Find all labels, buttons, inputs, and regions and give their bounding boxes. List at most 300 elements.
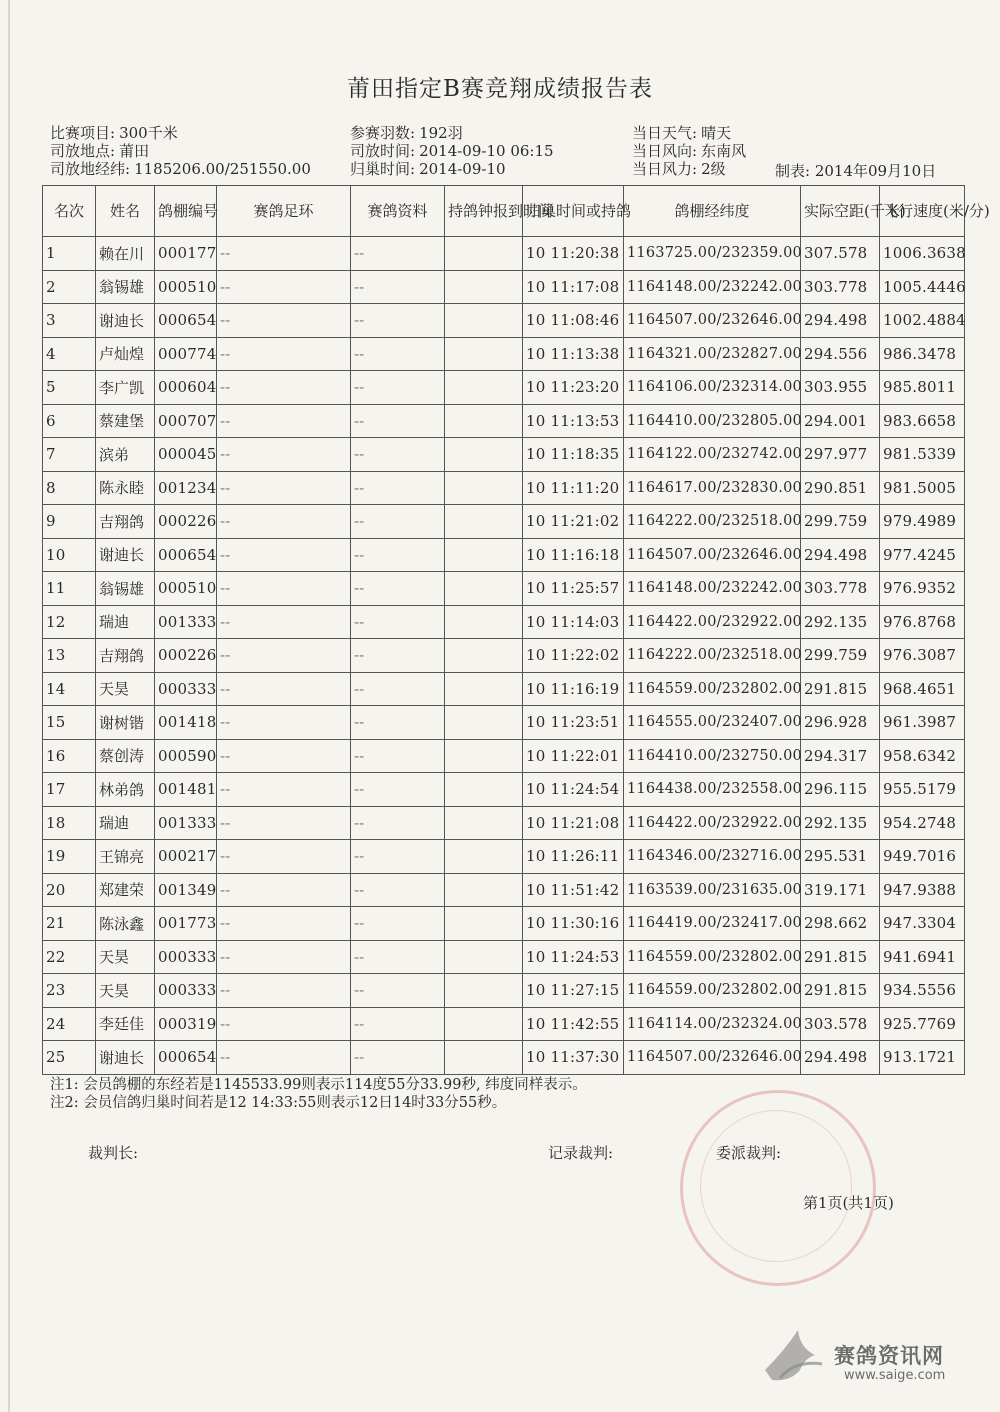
cell-info: -- [351, 270, 445, 304]
cell-rank: 17 [43, 773, 96, 807]
cell-report [445, 270, 523, 304]
cell-name: 王锦亮 [96, 840, 155, 874]
cell-arrival: 10 11:37:30 [523, 1041, 624, 1075]
cell-ring: -- [217, 672, 351, 706]
cell-coord: 1163539.00/231635.00 [624, 873, 801, 907]
cell-name: 翁锡雄 [96, 572, 155, 606]
header-distance: 实际空距(千米) [801, 186, 880, 237]
cell-speed: 913.1721 [880, 1041, 965, 1075]
table-row [43, 371, 965, 405]
cell-dist: 294.498 [801, 304, 880, 338]
cell-speed: 1006.3638 [880, 237, 965, 271]
cell-ring: -- [217, 739, 351, 773]
cell-loft: 000654 [155, 538, 217, 572]
cell-loft: 001333 [155, 605, 217, 639]
cell-arrival: 10 11:13:38 [523, 337, 624, 371]
cell-rank: 24 [43, 1007, 96, 1041]
cell-rank: 16 [43, 739, 96, 773]
cell-loft: 001481 [155, 773, 217, 807]
cell-speed: 1005.4446 [880, 270, 965, 304]
cell-report [445, 1041, 523, 1075]
cell-rank: 15 [43, 706, 96, 740]
table-row [43, 806, 965, 840]
cell-info: -- [351, 471, 445, 505]
header-info: 赛鸽资料 [351, 186, 445, 237]
cell-info: -- [351, 371, 445, 405]
cell-ring: -- [217, 940, 351, 974]
table-header-row [43, 186, 965, 237]
signature-chief-judge: 裁判长: [88, 1144, 139, 1162]
cell-dist: 303.955 [801, 371, 880, 405]
cell-dist: 291.815 [801, 672, 880, 706]
cell-arrival: 10 11:18:35 [523, 438, 624, 472]
cell-arrival: 10 11:13:53 [523, 404, 624, 438]
cell-name: 谢迪长 [96, 304, 155, 338]
cell-loft: 000707 [155, 404, 217, 438]
cell-speed: 961.3987 [880, 706, 965, 740]
meta-wind-force: 当日风力: 2级 [632, 160, 726, 178]
table-row [43, 304, 965, 338]
cell-rank: 19 [43, 840, 96, 874]
cell-name: 瑞迪 [96, 605, 155, 639]
cell-report [445, 371, 523, 405]
header-arrival: 归巢时间或持鸽 [523, 186, 624, 237]
cell-report [445, 840, 523, 874]
header-coord: 鸽棚经纬度 [624, 186, 801, 237]
cell-report [445, 873, 523, 907]
red-seal-stamp-inner [700, 1110, 852, 1262]
cell-ring: -- [217, 806, 351, 840]
cell-speed: 941.6941 [880, 940, 965, 974]
cell-rank: 13 [43, 639, 96, 673]
cell-name: 李廷佳 [96, 1007, 155, 1041]
results-table [42, 185, 990, 1075]
table-row [43, 438, 965, 472]
cell-speed: 981.5339 [880, 438, 965, 472]
cell-arrival: 10 11:14:03 [523, 605, 624, 639]
cell-dist: 294.001 [801, 404, 880, 438]
cell-rank: 9 [43, 505, 96, 539]
header-rank: 名次 [43, 186, 96, 237]
cell-speed: 934.5556 [880, 974, 965, 1008]
cell-info: -- [351, 1007, 445, 1041]
cell-report [445, 974, 523, 1008]
cell-rank: 10 [43, 538, 96, 572]
cell-loft: 000510 [155, 572, 217, 606]
cell-coord: 1164559.00/232802.00 [624, 974, 801, 1008]
cell-report [445, 706, 523, 740]
table-row [43, 706, 965, 740]
cell-coord: 1164438.00/232558.00 [624, 773, 801, 807]
cell-dist: 294.317 [801, 739, 880, 773]
cell-info: -- [351, 739, 445, 773]
cell-loft: 000333 [155, 974, 217, 1008]
cell-dist: 292.135 [801, 806, 880, 840]
cell-name: 翁锡雄 [96, 270, 155, 304]
cell-name: 陈永睦 [96, 471, 155, 505]
cell-speed: 985.8011 [880, 371, 965, 405]
table-row [43, 672, 965, 706]
cell-ring: -- [217, 873, 351, 907]
header-loft: 鸽棚编号 [155, 186, 217, 237]
cell-name: 谢迪长 [96, 538, 155, 572]
cell-loft: 000774 [155, 337, 217, 371]
cell-dist: 294.556 [801, 337, 880, 371]
cell-loft: 000217 [155, 840, 217, 874]
watermark [760, 1320, 970, 1395]
cell-loft: 000319 [155, 1007, 217, 1041]
cell-name: 卢灿煌 [96, 337, 155, 371]
cell-name: 谢树锴 [96, 706, 155, 740]
meta-weather: 当日天气: 晴天 [632, 124, 732, 142]
cell-loft: 000654 [155, 304, 217, 338]
cell-name: 滨弟 [96, 438, 155, 472]
cell-arrival: 10 11:24:53 [523, 940, 624, 974]
cell-report [445, 1007, 523, 1041]
cell-coord: 1164507.00/232646.00 [624, 304, 801, 338]
cell-ring: -- [217, 371, 351, 405]
cell-report [445, 672, 523, 706]
cell-dist: 291.815 [801, 974, 880, 1008]
cell-dist: 303.578 [801, 1007, 880, 1041]
cell-ring: -- [217, 538, 351, 572]
cell-rank: 4 [43, 337, 96, 371]
cell-info: -- [351, 404, 445, 438]
page-edge [8, 0, 10, 1412]
cell-info: -- [351, 974, 445, 1008]
cell-dist: 294.498 [801, 1041, 880, 1075]
table-row [43, 572, 965, 606]
table-row [43, 605, 965, 639]
meta-return-time: 归巢时间: 2014-09-10 [350, 160, 506, 178]
cell-ring: -- [217, 304, 351, 338]
cell-arrival: 10 11:21:02 [523, 505, 624, 539]
cell-ring: -- [217, 505, 351, 539]
cell-coord: 1164122.00/232742.00 [624, 438, 801, 472]
table-row [43, 337, 965, 371]
cell-coord: 1164419.00/232417.00 [624, 907, 801, 941]
table-row [43, 404, 965, 438]
cell-speed: 976.8768 [880, 605, 965, 639]
cell-report [445, 404, 523, 438]
cell-dist: 303.778 [801, 572, 880, 606]
cell-speed: 979.4989 [880, 505, 965, 539]
cell-ring: -- [217, 605, 351, 639]
cell-speed: 947.3304 [880, 907, 965, 941]
cell-ring: -- [217, 237, 351, 271]
cell-name: 李广凯 [96, 371, 155, 405]
cell-name: 陈泳鑫 [96, 907, 155, 941]
cell-info: -- [351, 773, 445, 807]
cell-rank: 7 [43, 438, 96, 472]
cell-name: 林弟鸽 [96, 773, 155, 807]
cell-dist: 303.778 [801, 270, 880, 304]
meta-right-block [632, 124, 746, 178]
cell-speed: 954.2748 [880, 806, 965, 840]
meta-release-site: 司放地点: 莆田 [50, 142, 150, 160]
cell-ring: -- [217, 1007, 351, 1041]
cell-dist: 291.815 [801, 940, 880, 974]
cell-info: -- [351, 873, 445, 907]
cell-coord: 1164106.00/232314.00 [624, 371, 801, 405]
cell-ring: -- [217, 907, 351, 941]
cell-loft: 000654 [155, 1041, 217, 1075]
cell-ring: -- [217, 572, 351, 606]
cell-name: 瑞迪 [96, 806, 155, 840]
cell-report [445, 773, 523, 807]
cell-info: -- [351, 337, 445, 371]
cell-ring: -- [217, 404, 351, 438]
cell-coord: 1164422.00/232922.00 [624, 806, 801, 840]
cell-coord: 1164507.00/232646.00 [624, 1041, 801, 1075]
notes [50, 1076, 587, 1112]
cell-loft: 000333 [155, 672, 217, 706]
cell-report [445, 739, 523, 773]
meta-release-time: 司放时间: 2014-09-10 06:15 [350, 142, 554, 160]
cell-dist: 299.759 [801, 505, 880, 539]
cell-dist: 319.171 [801, 873, 880, 907]
cell-rank: 20 [43, 873, 96, 907]
cell-coord: 1164617.00/232830.00 [624, 471, 801, 505]
cell-name: 蔡创涛 [96, 739, 155, 773]
cell-report [445, 438, 523, 472]
cell-coord: 1164507.00/232646.00 [624, 538, 801, 572]
cell-coord: 1164222.00/232518.00 [624, 505, 801, 539]
cell-arrival: 10 11:23:51 [523, 706, 624, 740]
cell-arrival: 10 11:23:20 [523, 371, 624, 405]
cell-name: 吉翔鸽 [96, 505, 155, 539]
header-name: 姓名 [96, 186, 155, 237]
cell-arrival: 10 11:08:46 [523, 304, 624, 338]
cell-dist: 307.578 [801, 237, 880, 271]
table-row [43, 505, 965, 539]
cell-dist: 298.662 [801, 907, 880, 941]
cell-rank: 21 [43, 907, 96, 941]
cell-name: 吉翔鸽 [96, 639, 155, 673]
page-info: 第1页(共1页) [803, 1194, 894, 1212]
table-row [43, 773, 965, 807]
table-row [43, 907, 965, 941]
cell-loft: 001234 [155, 471, 217, 505]
meta-made-date: 制表: 2014年09月10日 [775, 162, 937, 180]
cell-info: -- [351, 237, 445, 271]
cell-report [445, 806, 523, 840]
cell-dist: 290.851 [801, 471, 880, 505]
header-speed: 飞行速度(米/分) [880, 186, 965, 237]
cell-name: 赖在川 [96, 237, 155, 271]
cell-report [445, 572, 523, 606]
cell-report [445, 337, 523, 371]
cell-info: -- [351, 806, 445, 840]
cell-arrival: 10 11:16:19 [523, 672, 624, 706]
table-row [43, 237, 965, 271]
cell-speed: 968.4651 [880, 672, 965, 706]
meta-left-block [50, 124, 311, 178]
cell-coord: 1164114.00/232324.00 [624, 1007, 801, 1041]
cell-report [445, 304, 523, 338]
cell-arrival: 10 11:22:02 [523, 639, 624, 673]
header-ring: 赛鸽足环 [217, 186, 351, 237]
cell-rank: 22 [43, 940, 96, 974]
note-1: 注1: 会员鸽棚的东经若是1145533.99则表示114度55分33.99秒, 纬度同样表示。 [50, 1077, 587, 1093]
cell-arrival: 10 11:42:55 [523, 1007, 624, 1041]
cell-ring: -- [217, 974, 351, 1008]
table-row [43, 1007, 965, 1041]
cell-info: -- [351, 605, 445, 639]
signature-appointed: 委派裁判: [716, 1144, 782, 1162]
cell-name: 天昊 [96, 940, 155, 974]
cell-ring: -- [217, 471, 351, 505]
meta-wind-direction: 当日风向: 东南风 [632, 142, 747, 160]
cell-report [445, 907, 523, 941]
cell-speed: 1002.4884 [880, 304, 965, 338]
cell-name: 谢迪长 [96, 1041, 155, 1075]
watermark-site: 赛鸽资讯网 [834, 1344, 944, 1368]
table-row [43, 974, 965, 1008]
cell-loft: 000226 [155, 639, 217, 673]
cell-arrival: 10 11:17:08 [523, 270, 624, 304]
cell-speed: 981.5005 [880, 471, 965, 505]
cell-loft: 001333 [155, 806, 217, 840]
cell-info: -- [351, 572, 445, 606]
cell-ring: -- [217, 1041, 351, 1075]
cell-speed: 976.9352 [880, 572, 965, 606]
cell-rank: 5 [43, 371, 96, 405]
cell-speed: 949.7016 [880, 840, 965, 874]
table-row [43, 471, 965, 505]
cell-dist: 295.531 [801, 840, 880, 874]
cell-coord: 1164410.00/232750.00 [624, 739, 801, 773]
cell-coord: 1164346.00/232716.00 [624, 840, 801, 874]
cell-speed: 983.6658 [880, 404, 965, 438]
cell-arrival: 10 11:21:08 [523, 806, 624, 840]
cell-report [445, 471, 523, 505]
cell-loft: 000510 [155, 270, 217, 304]
cell-report [445, 940, 523, 974]
cell-coord: 1164222.00/232518.00 [624, 639, 801, 673]
cell-name: 天昊 [96, 672, 155, 706]
cell-coord: 1163725.00/232359.00 [624, 237, 801, 271]
cell-arrival: 10 11:27:15 [523, 974, 624, 1008]
cell-speed: 955.5179 [880, 773, 965, 807]
cell-speed: 925.7769 [880, 1007, 965, 1041]
cell-report [445, 605, 523, 639]
cell-report [445, 538, 523, 572]
cell-info: -- [351, 505, 445, 539]
cell-info: -- [351, 840, 445, 874]
cell-dist: 296.928 [801, 706, 880, 740]
table-row [43, 639, 965, 673]
note-2: 注2: 会员信鸽归巢时间若是12 14:33:55则表示12日14时33分55秒。 [50, 1095, 507, 1111]
cell-coord: 1164422.00/232922.00 [624, 605, 801, 639]
cell-info: -- [351, 672, 445, 706]
cell-name: 天昊 [96, 974, 155, 1008]
cell-arrival: 10 11:22:01 [523, 739, 624, 773]
table-row [43, 739, 965, 773]
cell-rank: 8 [43, 471, 96, 505]
cell-report [445, 237, 523, 271]
cell-coord: 1164148.00/232242.00 [624, 572, 801, 606]
cell-info: -- [351, 907, 445, 941]
cell-info: -- [351, 940, 445, 974]
cell-ring: -- [217, 337, 351, 371]
cell-speed: 958.6342 [880, 739, 965, 773]
cell-ring: -- [217, 639, 351, 673]
cell-loft: 000045 [155, 438, 217, 472]
cell-coord: 1164559.00/232802.00 [624, 940, 801, 974]
cell-ring: -- [217, 270, 351, 304]
watermark-url: www.saige.com [844, 1368, 946, 1383]
meta-entries: 参赛羽数: 192羽 [350, 124, 463, 142]
table-row [43, 538, 965, 572]
cell-coord: 1164321.00/232827.00 [624, 337, 801, 371]
cell-info: -- [351, 639, 445, 673]
cell-speed: 986.3478 [880, 337, 965, 371]
cell-rank: 18 [43, 806, 96, 840]
cell-dist: 297.977 [801, 438, 880, 472]
cell-coord: 1164559.00/232802.00 [624, 672, 801, 706]
cell-name: 蔡建堡 [96, 404, 155, 438]
cell-rank: 25 [43, 1041, 96, 1075]
cell-ring: -- [217, 706, 351, 740]
meta-event: 比赛项目: 300千米 [50, 124, 178, 142]
cell-arrival: 10 11:11:20 [523, 471, 624, 505]
cell-loft: 000604 [155, 371, 217, 405]
table-row [43, 270, 965, 304]
cell-loft: 000333 [155, 940, 217, 974]
cell-coord: 1164410.00/232805.00 [624, 404, 801, 438]
cell-arrival: 10 11:51:42 [523, 873, 624, 907]
cell-loft: 001773 [155, 907, 217, 941]
cell-report [445, 639, 523, 673]
cell-loft: 001418 [155, 706, 217, 740]
cell-speed: 977.4245 [880, 538, 965, 572]
cell-arrival: 10 11:24:54 [523, 773, 624, 807]
pigeon-logo-icon [760, 1320, 830, 1390]
cell-rank: 3 [43, 304, 96, 338]
cell-speed: 947.9388 [880, 873, 965, 907]
cell-rank: 11 [43, 572, 96, 606]
cell-loft: 000226 [155, 505, 217, 539]
meta-release-coord: 司放地经纬: 1185206.00/251550.00 [50, 160, 311, 178]
table-body [43, 237, 965, 1075]
cell-report [445, 505, 523, 539]
cell-rank: 1 [43, 237, 96, 271]
meta-mid-block [350, 124, 554, 178]
table-row [43, 940, 965, 974]
cell-rank: 6 [43, 404, 96, 438]
signature-recorder: 记录裁判: [548, 1144, 614, 1162]
header-report: 持鸽钟报到时间 [445, 186, 523, 237]
cell-rank: 14 [43, 672, 96, 706]
cell-ring: -- [217, 438, 351, 472]
cell-loft: 000590 [155, 739, 217, 773]
cell-arrival: 10 11:30:16 [523, 907, 624, 941]
table-row [43, 873, 965, 907]
cell-info: -- [351, 706, 445, 740]
cell-loft: 000177 [155, 237, 217, 271]
cell-dist: 296.115 [801, 773, 880, 807]
report-title: 莆田指定B赛竞翔成绩报告表 [347, 76, 653, 102]
cell-info: -- [351, 304, 445, 338]
cell-rank: 23 [43, 974, 96, 1008]
cell-speed: 976.3087 [880, 639, 965, 673]
cell-coord: 1164555.00/232407.00 [624, 706, 801, 740]
cell-info: -- [351, 1041, 445, 1075]
cell-arrival: 10 11:16:18 [523, 538, 624, 572]
cell-info: -- [351, 538, 445, 572]
table-row [43, 840, 965, 874]
